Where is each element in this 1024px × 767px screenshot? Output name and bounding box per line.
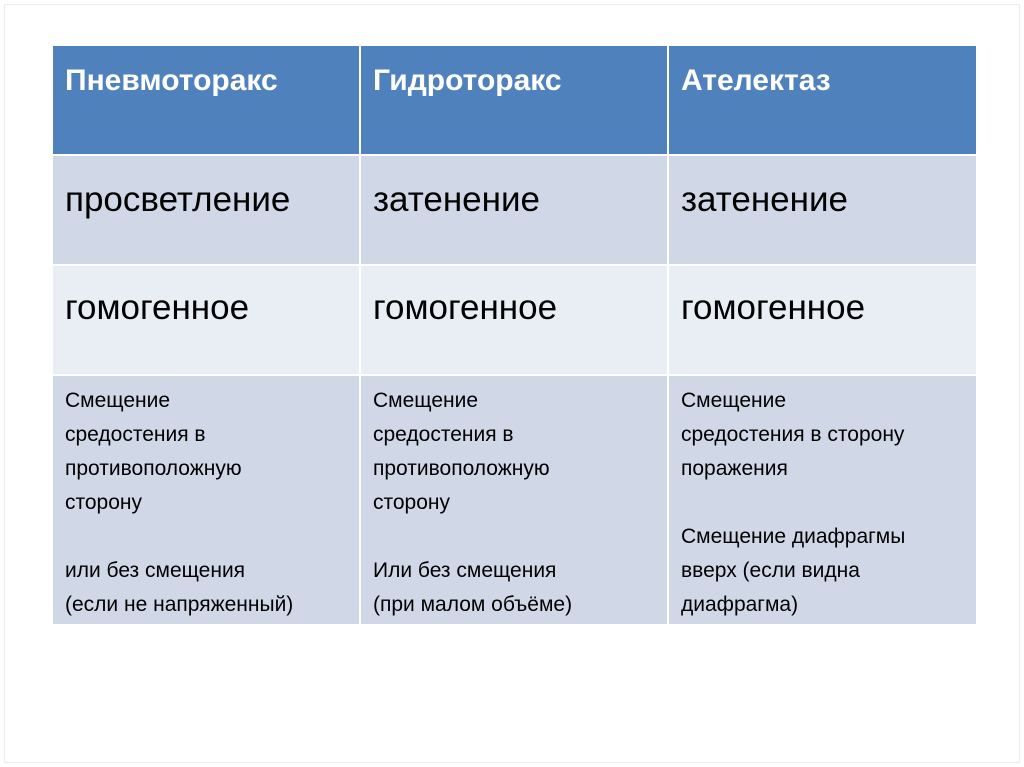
cell-shift-atelectasis — [668, 375, 977, 625]
header-row — [52, 45, 977, 155]
shift-note-line: (если не напряженный) — [65, 593, 294, 616]
shift-line: средостения в — [373, 423, 514, 446]
header-hydrothorax: Гидроторакс — [360, 45, 668, 155]
row-shadow — [52, 155, 977, 265]
cell-shift-pneumothorax — [52, 375, 360, 625]
header-pneumothorax: Пневмоторакс — [52, 45, 360, 155]
cell-shadow-atelectasis: затенение — [668, 155, 977, 265]
shift-line: средостения в сторону — [681, 423, 905, 446]
shift-note-line: или без смещения — [65, 559, 246, 582]
cell-homogeneity-pneumothorax: гомогенное — [52, 265, 360, 375]
row-shift — [52, 375, 977, 625]
shift-line: сторону — [373, 491, 451, 514]
row-homogeneity — [52, 265, 977, 375]
cell-shadow-pneumothorax: просветление — [52, 155, 360, 265]
cell-shift-hydrothorax — [360, 375, 668, 625]
paragraph-gap — [681, 486, 964, 520]
diaphragm-line: вверх (если видна — [681, 559, 860, 582]
cell-homogeneity-atelectasis: гомогенное — [668, 265, 977, 375]
shift-line: сторону — [65, 491, 143, 514]
shift-line: Смещение — [373, 389, 479, 412]
paragraph-gap — [65, 520, 347, 554]
shift-line: противоположную — [65, 457, 242, 480]
diaphragm-line: диафрагма) — [681, 593, 799, 616]
comparison-table — [51, 44, 978, 626]
diaphragm-line: Смещение диафрагмы — [681, 525, 906, 548]
cell-shadow-hydrothorax: затенение — [360, 155, 668, 265]
header-atelectasis: Ателектаз — [668, 45, 977, 155]
shift-line: противоположную — [373, 457, 550, 480]
shift-line: Смещение — [681, 389, 787, 412]
shift-note-line: Или без смещения — [373, 559, 557, 582]
shift-note-line: (при малом объёме) — [373, 593, 573, 616]
shift-line: средостения в — [65, 423, 206, 446]
shift-line: Смещение — [65, 389, 171, 412]
paragraph-gap — [373, 520, 655, 554]
shift-line: поражения — [681, 457, 788, 480]
cell-homogeneity-hydrothorax: гомогенное — [360, 265, 668, 375]
